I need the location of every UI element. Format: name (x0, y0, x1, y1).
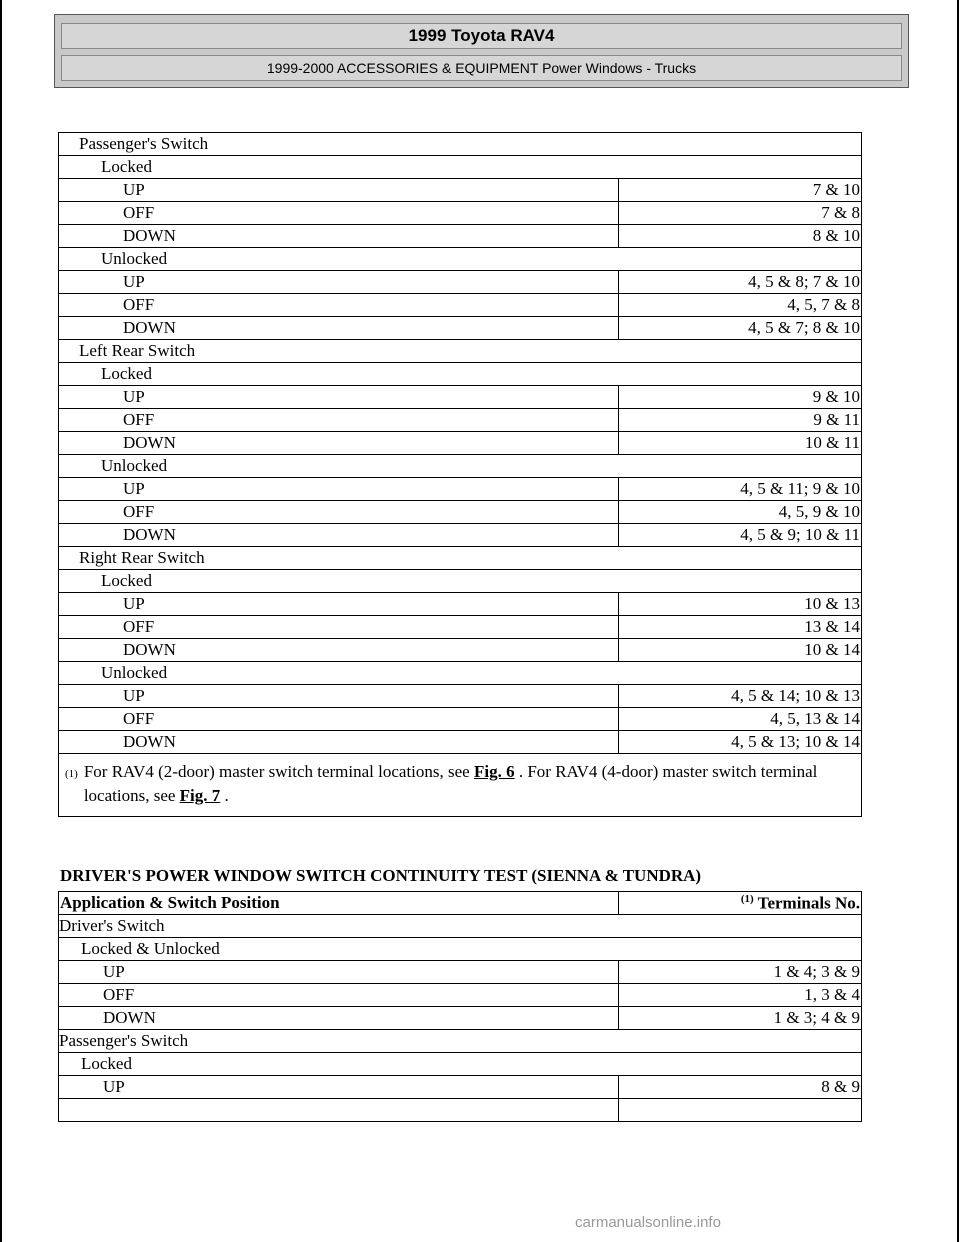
continuity-table-rav4 (58, 132, 862, 817)
terminals-value: 10 & 13 (619, 593, 862, 616)
switch-position: UP (59, 961, 619, 984)
table-row (59, 731, 862, 754)
row-heading: Locked (59, 156, 862, 179)
table-row (59, 294, 862, 317)
table-row (59, 961, 862, 984)
switch-position (59, 1099, 619, 1122)
row-heading: Unlocked (59, 662, 862, 685)
table-row (59, 708, 862, 731)
switch-position: DOWN (59, 639, 619, 662)
page-edge-right (957, 0, 959, 1242)
switch-position: OFF (59, 984, 619, 1007)
terminals-value: 1, 3 & 4 (619, 984, 862, 1007)
document-header (54, 14, 909, 88)
terminals-value: 7 & 10 (619, 179, 862, 202)
switch-position: DOWN (59, 524, 619, 547)
row-heading: Unlocked (59, 455, 862, 478)
document-title: 1999 Toyota RAV4 (61, 23, 902, 49)
switch-position: OFF (59, 616, 619, 639)
switch-position: UP (59, 593, 619, 616)
terminals-value: 8 & 10 (619, 225, 862, 248)
table-row (59, 432, 862, 455)
terminals-value: 8 & 9 (619, 1076, 862, 1099)
switch-position: UP (59, 1076, 619, 1099)
row-heading: Locked (59, 1053, 862, 1076)
table-header-row (59, 892, 862, 915)
continuity-table-sienna-tundra (58, 891, 862, 1122)
watermark: carmanualsonline.info (575, 1214, 721, 1231)
switch-position: DOWN (59, 1007, 619, 1030)
terminals-value: 7 & 8 (619, 202, 862, 225)
terminals-value: 4, 5, 7 & 8 (619, 294, 862, 317)
switch-position: UP (59, 386, 619, 409)
table-row (59, 225, 862, 248)
table-row (59, 248, 862, 271)
header-terminals: $^{(1)}$ Terminals No. (619, 892, 862, 915)
table-row (59, 363, 862, 386)
table-row (59, 409, 862, 432)
row-heading: Passenger's Switch (59, 1030, 862, 1053)
terminals-value: 10 & 14 (619, 639, 862, 662)
footnote-text: . (220, 786, 229, 805)
table-row (59, 938, 862, 961)
switch-position: DOWN (59, 432, 619, 455)
terminals-value: 1 & 4; 3 & 9 (619, 961, 862, 984)
terminals-value: 1 & 3; 4 & 9 (619, 1007, 862, 1030)
table-row (59, 501, 862, 524)
terminals-value: 9 & 11 (619, 409, 862, 432)
switch-position: OFF (59, 708, 619, 731)
table-row (59, 386, 862, 409)
table-row (59, 1053, 862, 1076)
row-heading: Passenger's Switch (59, 133, 862, 156)
row-heading: Locked (59, 570, 862, 593)
terminals-value: 4, 5 & 13; 10 & 14 (619, 731, 862, 754)
switch-position: UP (59, 271, 619, 294)
table-row (59, 478, 862, 501)
switch-position: DOWN (59, 225, 619, 248)
table-row (59, 156, 862, 179)
table-row (59, 1030, 862, 1053)
switch-position: OFF (59, 501, 619, 524)
switch-position: OFF (59, 294, 619, 317)
footnote (59, 754, 862, 817)
terminals-value: 4, 5 & 8; 7 & 10 (619, 271, 862, 294)
table-row (59, 1007, 862, 1030)
terminals-value: 4, 5 & 9; 10 & 11 (619, 524, 862, 547)
table-row (59, 1099, 862, 1122)
terminals-value: 10 & 11 (619, 432, 862, 455)
switch-position: UP (59, 179, 619, 202)
row-heading: Left Rear Switch (59, 340, 862, 363)
table-row (59, 133, 862, 156)
table-row (59, 984, 862, 1007)
switch-position: DOWN (59, 317, 619, 340)
section-title: DRIVER'S POWER WINDOW SWITCH CONTINUITY TEST (SIENNA & TUNDRA) (60, 866, 702, 885)
row-heading: Locked (59, 363, 862, 386)
table-row (59, 662, 862, 685)
switch-position: OFF (59, 409, 619, 432)
table-row (59, 570, 862, 593)
terminals-value: 9 & 10 (619, 386, 862, 409)
switch-position: UP (59, 478, 619, 501)
table-row (59, 271, 862, 294)
table-row (59, 685, 862, 708)
switch-position: DOWN (59, 731, 619, 754)
footnote-row (59, 754, 862, 817)
footnote-ref: (1) (740, 892, 754, 905)
table-row (59, 593, 862, 616)
terminals-value: 4, 5 & 14; 10 & 13 (619, 685, 862, 708)
document-subtitle: 1999-2000 ACCESSORIES & EQUIPMENT Power Windows - Trucks (61, 55, 902, 81)
table-row (59, 524, 862, 547)
table-row (59, 340, 862, 363)
row-heading: Right Rear Switch (59, 547, 862, 570)
table-row (59, 179, 862, 202)
footnote-text: For RAV4 (2-door) master switch terminal locations, see (83, 762, 474, 781)
table-row (59, 1076, 862, 1099)
switch-position: UP (59, 685, 619, 708)
table-row (59, 202, 862, 225)
footnote-text: . For RAV4 (4-door) master switch terminal locations, see (83, 762, 818, 805)
table-row (59, 616, 862, 639)
fig-6-link[interactable]: Fig. 6 (473, 762, 515, 781)
terminals-value: 4, 5 & 7; 8 & 10 (619, 317, 862, 340)
row-heading: Locked & Unlocked (59, 938, 862, 961)
row-heading: Driver's Switch (59, 915, 862, 938)
page-edge-left (0, 0, 2, 1242)
table-row (59, 915, 862, 938)
table-row (59, 455, 862, 478)
terminals-value: 4, 5, 13 & 14 (619, 708, 862, 731)
terminals-value: 13 & 14 (619, 616, 862, 639)
header-application: Application & Switch Position (59, 892, 619, 915)
terminals-value: 4, 5 & 11; 9 & 10 (619, 478, 862, 501)
table-row (59, 547, 862, 570)
row-heading: Unlocked (59, 248, 862, 271)
table-row (59, 639, 862, 662)
switch-position: OFF (59, 202, 619, 225)
table-row (59, 317, 862, 340)
terminals-value: 4, 5, 9 & 10 (619, 501, 862, 524)
footnote-marker: (1) (65, 768, 78, 780)
terminals-value (619, 1099, 862, 1122)
fig-7-link[interactable]: Fig. 7 (179, 786, 221, 805)
